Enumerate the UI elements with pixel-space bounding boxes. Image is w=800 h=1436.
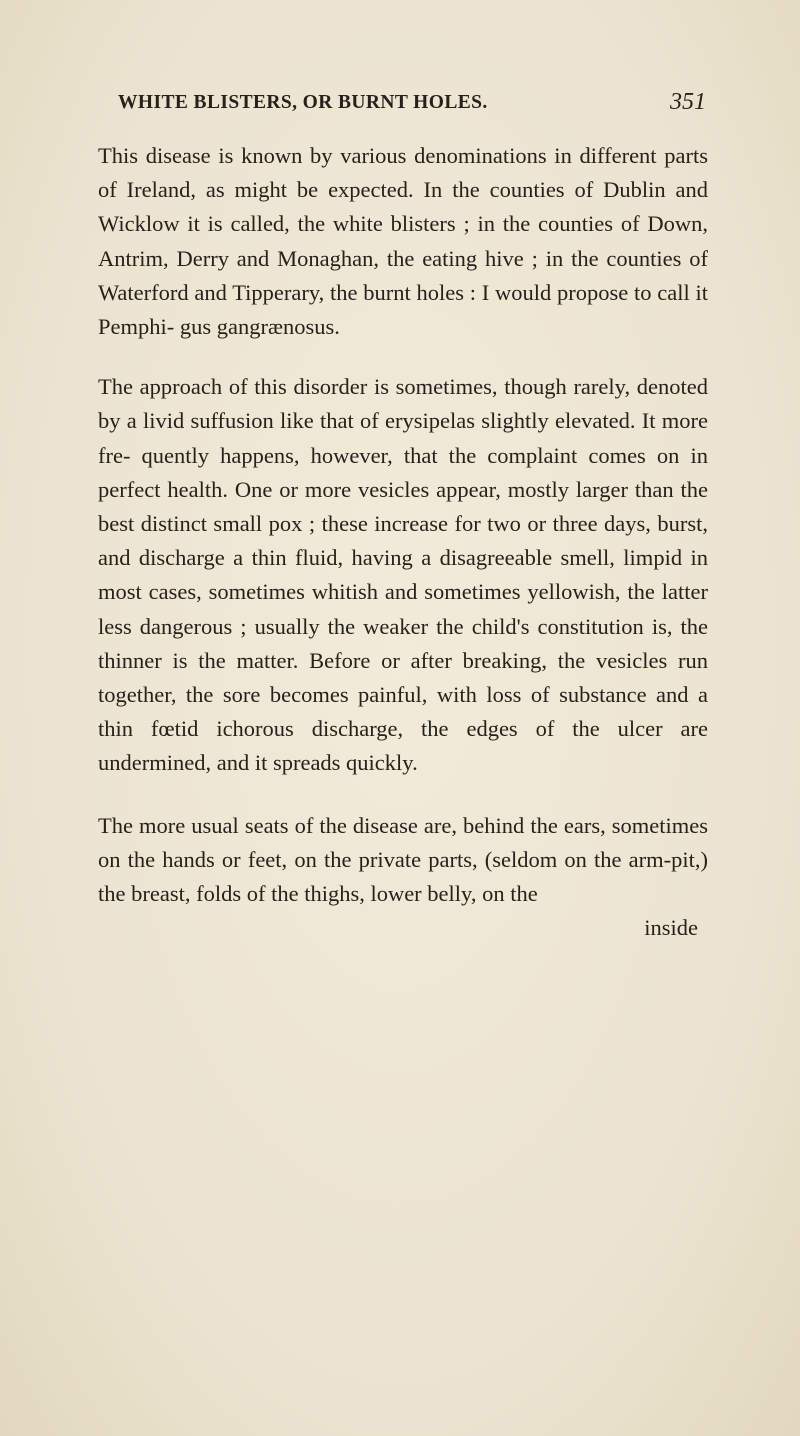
paragraph-seats: The more usual seats of the disease are, behind the ears, sometimes on the hands or feet, on the private parts, (seldom on the arm-pit,) the breast, folds of the thighs, lower belly, on the	[98, 812, 708, 907]
running-head	[118, 89, 706, 118]
catchword: inside	[644, 915, 698, 941]
paragraph-denominations: This disease is known by various denominations in different parts of Ireland, as might be expected. In the counties of Dublin and Wicklow it is called, the white blisters ; in the counties of Down, Antrim, Derry and Monaghan, the eating hive ; in the counties of Waterford and Tipperary, the burnt holes : I would propose to call it Pemphi- gus gangrænosus.	[98, 143, 708, 340]
page-number: 351	[670, 89, 706, 115]
paragraph-approach: The approach of this disorder is sometimes, though rarely, denoted by a livid suffusion like that of erysipelas slightly elevated. It more fre- quently happens, however, that the complaint comes on in perfect health. One or more vesicles appear, mostly larger than the best distinct small pox ; these increase for two or three days, burst, and discharge a thin fluid, having a disagreeable smell, limpid in most cases, sometimes whitish and sometimes yellowish, the latter less dangerous ; usually the weaker the child's constitution is, the thinner is the matter. Before or after breaking, the vesicles run together, the sore becomes painful, with loss of substance and a thin fœtid ichorous discharge, the edges of the ulcer are undermined, and it spreads quickly.	[98, 374, 708, 776]
body-text	[98, 139, 708, 945]
running-title: WHITE BLISTERS, OR BURNT HOLES.	[118, 92, 488, 113]
